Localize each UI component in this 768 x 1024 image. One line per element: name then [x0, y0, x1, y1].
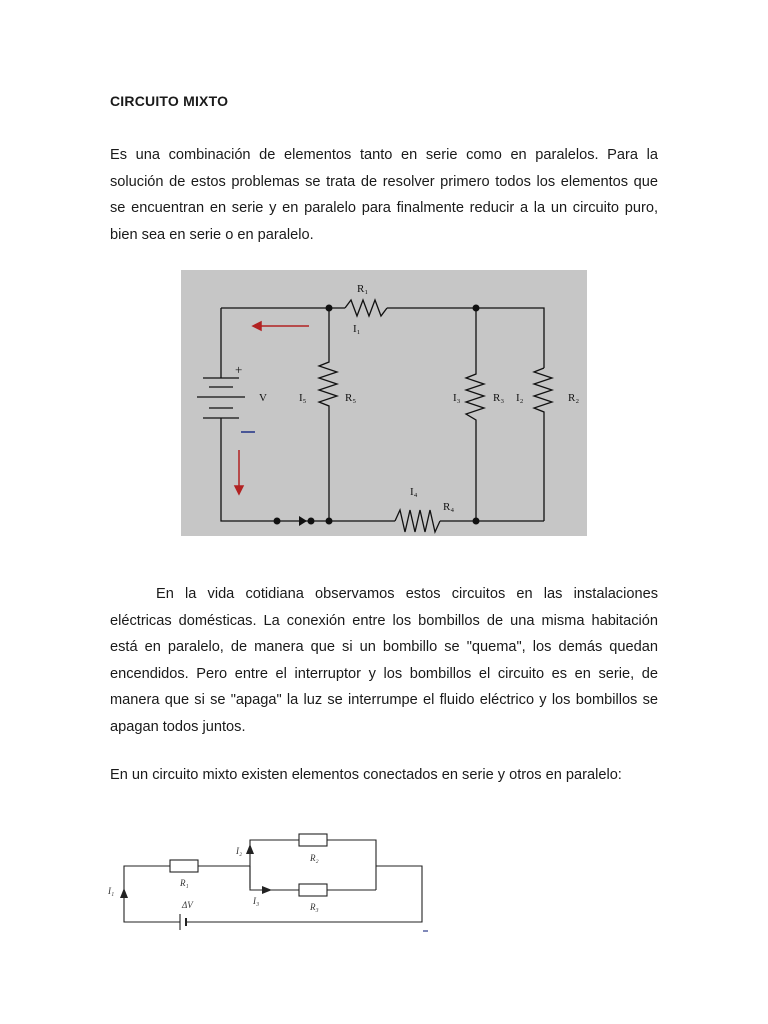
wire-branch-bottom: [250, 866, 299, 890]
resistor-r2: [299, 834, 327, 846]
node-bottom-right: [473, 518, 480, 525]
label-plus: +: [235, 362, 243, 377]
wire-branch-top: [250, 840, 299, 888]
paragraph-intro: Es una combinación de elementos tanto en serie como en paralelos. Para la solución de estos problemas se trata de resolver primero todos los elementos que se encuentran en serie y en paralelo para finalmente reducir a la un circuito puro, bien sea en serie o en paralelo.: [110, 147, 658, 243]
diagram-background: [181, 270, 587, 536]
label-i4: I₄: [410, 486, 418, 498]
node-top-right: [473, 305, 480, 312]
label-i3: I₃: [453, 392, 461, 404]
wire-left: [124, 892, 180, 922]
resistor-r1: [170, 860, 198, 872]
wire-bottom-right: [186, 866, 422, 922]
resistor-r3: [299, 884, 327, 896]
label-r1: R₁: [357, 283, 369, 295]
node-bottom-left: [326, 518, 333, 525]
label-dv: ΔV: [182, 900, 193, 910]
label-r1: R₁: [180, 878, 189, 888]
label-r3: R₃: [310, 902, 319, 912]
label-r5: R₅: [345, 392, 357, 404]
arrow-i2: [246, 844, 254, 854]
mixed-circuit-diagram-1: [181, 270, 587, 536]
label-i2: I₂: [236, 846, 243, 856]
document-title: CIRCUITO MIXTO: [110, 93, 229, 109]
label-i1: I₁: [108, 886, 115, 896]
paragraph-mixed-elements: En un circuito mixto existen elementos conectados en serie y otros en paralelo:: [110, 767, 622, 783]
label-r2: R₂: [310, 853, 319, 863]
node-top-left: [326, 305, 333, 312]
arrow-i3: [262, 886, 272, 894]
label-i5: I₅: [299, 392, 307, 404]
label-r4: R₄: [443, 501, 455, 513]
mixed-circuit-diagram-2: [100, 828, 440, 938]
label-r2: R₂: [568, 392, 580, 404]
label-i1: I₁: [353, 323, 361, 335]
arrow-i1: [120, 888, 128, 898]
label-i3: I₃: [253, 896, 260, 906]
node-bottom-a: [274, 518, 281, 525]
paragraph-daily-life: En la vida cotidiana observamos estos circuitos en las instalaciones eléctricas domésticas. La conexión entre los bombillos de una misma habitación está en paralelo, de manera que si un bombillo se "quema", los demás quedan encendidos. Pero entre el interruptor y los bombillos el circuito es en serie, de manera que si se "apaga" la luz se interrumpe el fluido eléctrico y los bombillos se apagan todos juntos.: [110, 586, 658, 735]
node-bottom-b: [308, 518, 315, 525]
label-i2: I₂: [516, 392, 524, 404]
label-v: V: [259, 392, 267, 404]
wire-top-left: [124, 866, 170, 892]
wire-branch-top-right: [327, 840, 376, 890]
label-r3: R₃: [493, 392, 505, 404]
